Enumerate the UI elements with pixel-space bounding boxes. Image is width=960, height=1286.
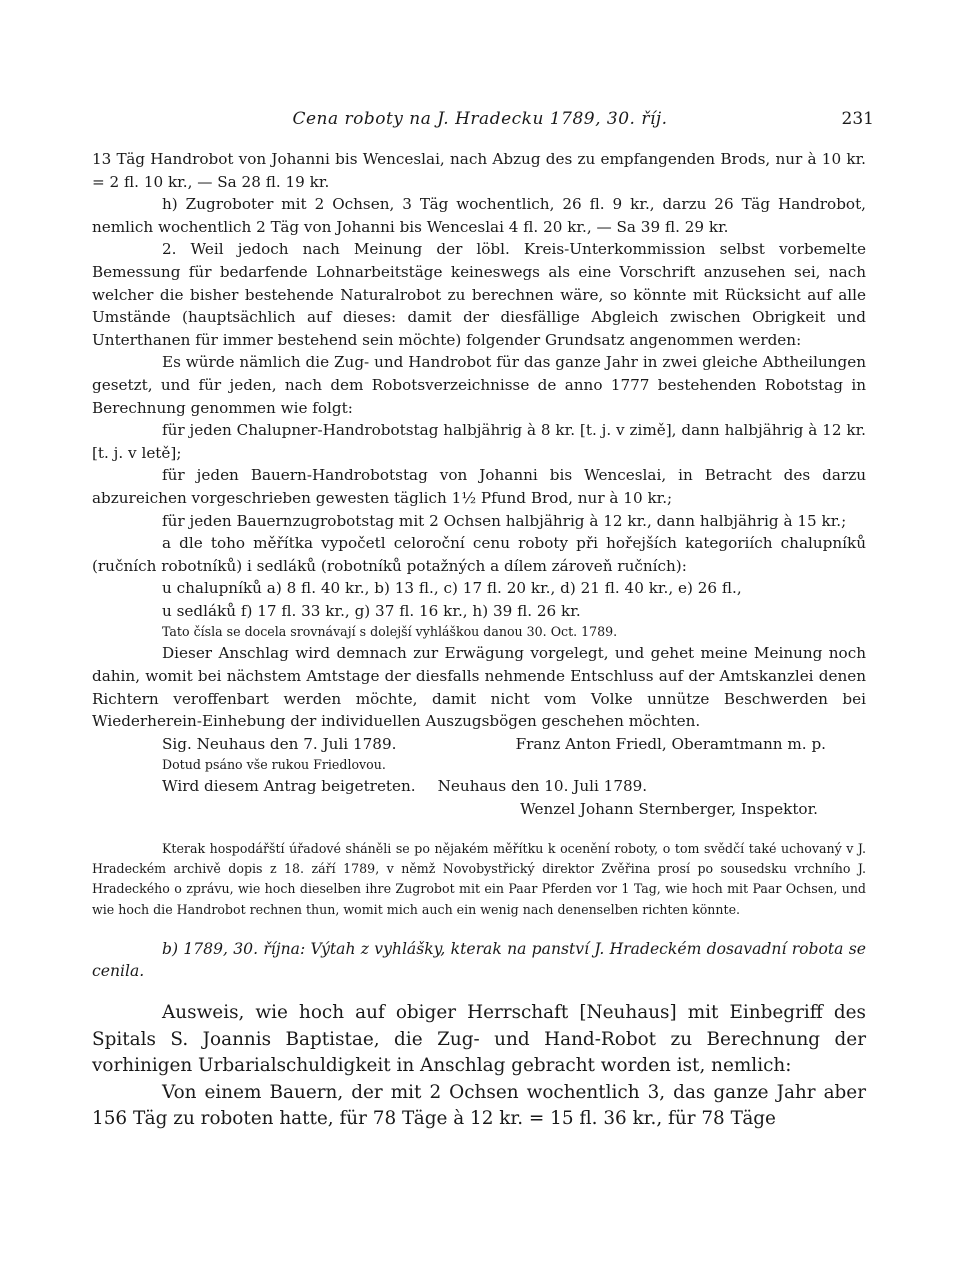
signature-place-date: Sig. Neuhaus den 7. Juli 1789. [162,734,397,753]
rate-bauern-zug: für jeden Bauernzugrobotstag mit 2 Ochsen halbjährig à 12 kr., dann halbjährig à 15 kr.; [162,511,847,530]
paragraph-anschlag: Dieser Anschlag wird demnach zur Erwägung vorgelegt, und gehet meine Meinung noch dahin, womit bei nächstem Amtstage der diesfalls nehmende Entschluss auf der Amtskanzlei denen Richtern veroffenbart werden möchte, damit nicht vom Volke unnütze Beschwerden bei Wiederherein-Einhebung der individuellen Auszugsbögen geschehen möchten. [92,644,866,731]
signature-friedl [92,733,866,756]
section-b-paragraph-bauern: Von einem Bauern, der mit 2 Ochsen wochentlich 3, das ganze Jahr aber 156 Täg zu roboten hatte, für 78 Täge à 12 kr. = 15 fl. 36 kr., für 78 Täge [92,1081,866,1130]
section-b-paragraph-ausweis: Ausweis, wie hoch auf obiger Herrschaft [Neuhaus] mit Einbegriff des Spitals S. Joannis Baptistae, die Zug- und Hand-Robot zu Berechnung der vorhinigen Urbarialschuldigkeit in Anschlag gebracht worden ist, nemlich: [92,1002,866,1077]
footnote [92,839,866,921]
section-b-heading: b) 1789, 30. října: Výtah z vyhlášky, kterak na panství J. Hradeckém dosavadní robota se cenila. [92,940,866,981]
paragraph-h-robot: h) Zugroboter mit 2 Ochsen, 3 Täg wochentlich, 26 fl. 9 kr., darzu 26 Täg Handrobot, nemlich wochentlich 2 Täg von Johanni bis Wenceslai 4 fl. 20 kr., — Sa 39 fl. 29 kr. [92,195,866,236]
running-title: Cena roboty na J. Hradecku 1789, 30. říj. [292,109,668,129]
signature-name: Franz Anton Friedl, Oberamtmann m. p. [515,734,826,753]
signature-sternberger: Wenzel Johann Sternberger, Inspektor. [520,800,818,819]
approval-date: Neuhaus den 10. Juli 1789. [437,777,648,796]
rate-chalupner: für jeden Chalupner-Handrobotstag halbjährig à 8 kr. [t. j. v zimě], dann halbjährig à 12 kr. [t. j. v letě]; [92,421,866,462]
footnote-text: Kterak hospodářští úřadové sháněli se po nějakém měřítku k ocenění roboty, o tom svědčí také uchovaný v J. Hradeckém archivě dopis z 18. září 1789, v němž Novobystřický direktor Zvěřina prosí po sousedsku vrchního J. Hradeckého o zprávu, wie hoch dieselben ihre Zugrobot mit ein Paar Pferden vor 1 Tag, wie hoch mit Paar Ochsen, und wie hoch die Handrobot rechnen thun, womit mich auch ein wenig nach denenselben richten könnte. [92,840,866,917]
editor-note-handwriting: Dotud psáno vše rukou Friedlovou. [162,757,386,773]
paragraph-point-2: 2. Weil jedoch nach Meinung der löbl. Kreis-Unterkommission selbst vorbemelte Bemessung für bedarfende Lohnarbeitstäge keineswegs als eine Vorschrift anzusehen sei, nach welcher die bisher bestehende Naturalrobot zu berechnen wäre, so könnte mit Rücksicht auf alle Umstände (hauptsächlich auf dieses: damit der diesfällige Abgleich zwischen Obrigkeit und Unterthanen für immer bestehend sein möchte) folgender Grundsatz angenommen werden: [92,240,866,349]
page-header [0,109,960,133]
rate-bauern-hand: für jeden Bauern-Handrobotstag von Johanni bis Wenceslai, in Betracht des darzu abzureichen vorgeschrieben gewesten täglich 1½ Pfund Brod, nur à 10 kr.; [92,466,866,507]
main-text [92,148,866,1133]
totals-sedlaci: u sedláků f) 17 fl. 33 kr., g) 37 fl. 16 kr., h) 39 fl. 26 kr. [162,601,581,620]
approval-line [92,775,866,798]
section-b-body [92,1000,866,1133]
page-number: 231 [841,109,874,129]
approval-text: Wird diesem Antrag beigetreten. [162,777,416,796]
paragraph-g-robot: 13 Täg Handrobot von Johanni bis Wenceslai, nach Abzug des zu empfangenden Brods, nur à 10 kr. = 2 fl. 10 kr., — Sa 28 fl. 19 kr. [92,150,866,191]
editor-note-comparison: Tato čísla se docela srovnávají s dolejší vyhláškou danou 30. Oct. 1789. [162,624,618,640]
totals-chalupnici: u chalupníků a) 8 fl. 40 kr., b) 13 fl., c) 17 fl. 20 kr., d) 21 fl. 40 kr., e) 26 fl., [162,579,742,598]
paragraph-proposal: Es würde nämlich die Zug- und Handrobot für das ganze Jahr in zwei gleiche Abtheilungen gesetzt, und für jeden, nach dem Robotsverzeichnisse de anno 1777 bestehenden Robotstag in Berechnung genommen wie folgt: [92,353,866,417]
paragraph-czech-summary: a dle toho měřítka vypočetl celoroční cenu roboty při hořejších kategoriích chalupníků (ručních robotníků) i sedláků (robotníků potažných a dílem zároveň ručních): [92,534,866,575]
